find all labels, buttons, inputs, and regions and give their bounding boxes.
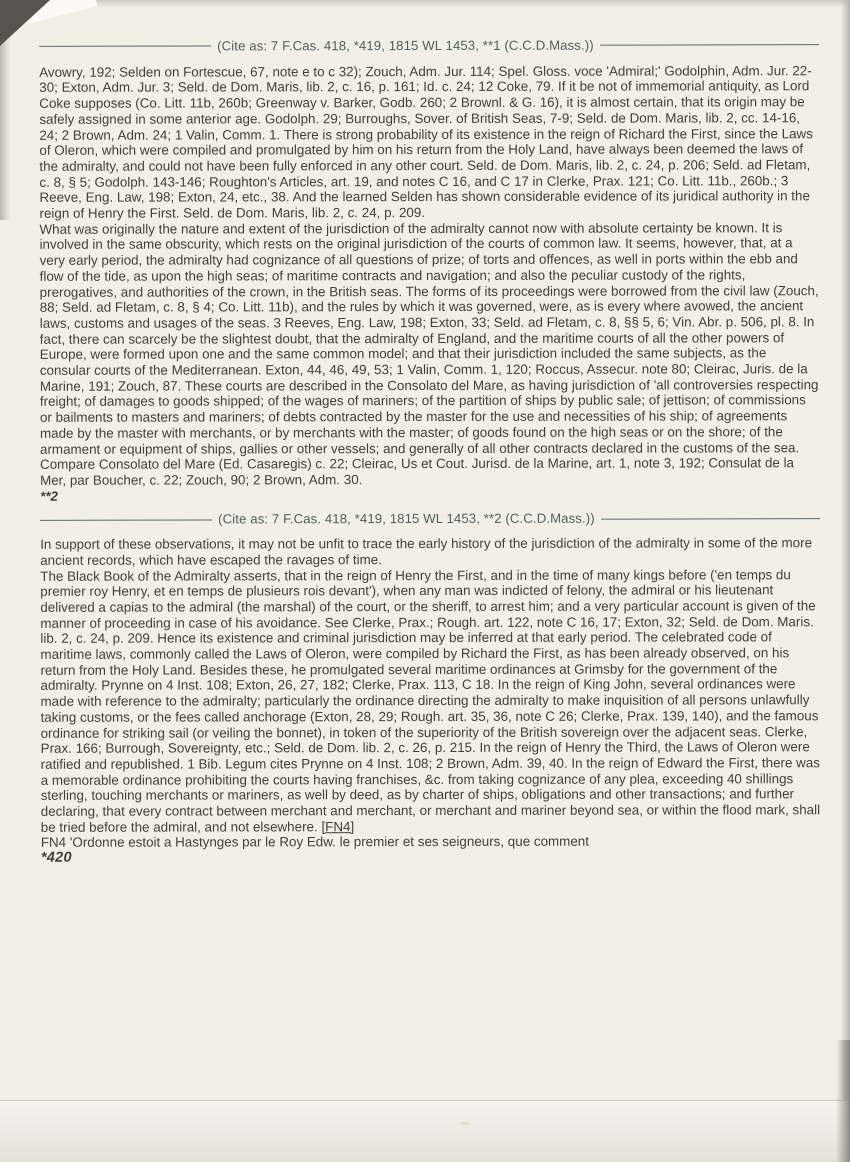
footnote-4-text: FN4 'Ordonne estoit a Hastynges par le Roy Edw. le premier et ses seigneurs, que comment <box>40 834 589 851</box>
star-page-marker: **2 <box>40 488 58 504</box>
citation-rule-right <box>600 45 819 46</box>
scanner-background-strip <box>0 1101 850 1162</box>
star-page-number-420: *420 <box>40 849 72 866</box>
document-content <box>39 35 821 866</box>
citation-header-1 <box>39 37 819 54</box>
paragraph-observations: In support of these observations, it may not be unfit to trace the early history of the jurisdiction of the admiralty in some of the more ancient records, which have escaped the ravages of time. <box>40 535 813 568</box>
citation-text-1: (Cite as: 7 F.Cas. 418, *419, 1815 WL 1453, **1 (C.C.D.Mass.)) <box>217 37 594 54</box>
paragraph-black-book <box>40 567 821 836</box>
scan-top-edge-shadow <box>0 0 850 8</box>
scan-bottom-right-shadow <box>836 1040 850 1162</box>
scan-right-edge-shadow <box>841 0 850 1162</box>
citation-text-2: (Cite as: 7 F.Cas. 418, *419, 1815 WL 1453, **2 (C.C.D.Mass.)) <box>218 511 595 527</box>
citation-header-2 <box>40 511 820 528</box>
paragraph-authorities: Avowry, 192; Selden on Fortescue, 67, note e to c 32); Zouch, Adm. Jur. 114; Spel. Gloss. voce 'Admiral;' Godolphin, Adm. Jur. 22-30; Exton, Adm. Jur. 3; Seld. de Dom. Maris, lib. 2, c. 16, p. 161; Id. c. 24; 12 Coke, 79. If it be not of immemorial antiquity, as Lord Coke supposes (Co. Litt. 11b, 260b; Greenway v. Barker, Godb. 260; 2 Brownl. & G. 16), it is almost certain, that its origin may be safely assigned in some anterior age. Godolph. 29; Burroughs, Sover. of British Seas, 7-9; Seld. de Dom. Maris, lib. 2, cc. 14-16, 24; 2 Brown, Adm. 24; 1 Valin, Comm. 1. There is strong probability of its existence in the reign of Richard the First, since the Laws of Oleron, which were compiled and promulgated by him on his return from the Holy Land, have always been deemed the laws of the admiralty, and could not have been fully enforced in any other court. Seld. de Dom. Maris, lib. 2, c. 24, p. 206; Seld. ad Fletam, c. 8, § 5; Godolph. 143-146; Roughton's Articles, art. 19, and notes C 16, and C 17 in Clerke, Prax. 121; Co. Litt. 11b., 260b.; 3 Reeve, Eng. Law, 198; Exton, 24, etc., 38. And the learned Selden has shown considerable evidence of its juridical authority in the reign of Henry the First. Seld. de Dom. Maris, lib. 2, c. 24, p. 209. <box>39 62 813 221</box>
paragraph-jurisdiction-nature: What was originally the nature and extent of the jurisdiction of the admiralty cannot now with absolute certainty be known. It is involved in the same obscurity, which rests on the original jurisdiction of the courts of common law. It seems, however, that, at a very early period, the admiralty had cognizance of all questions of prize; of torts and offences, as well in ports within the ebb and flow of the tide, as upon the high seas; of maritime contracts and navigation; and also the peculiar custody of the rights, prerogatives, and authorities of the crown, in the British seas. The forms of its proceedings were borrowed from the civil law (Zouch, 88; Seld. ad Fletam, c. 8, § 4; Co. Litt. 11b), and the rules by which it was governed, were, as is every where avowed, the ancient laws, customs and usages of the seas. 3 Reeves, Eng. Law, 198; Exton, 33; Seld. ad Fletam, c. 8, §§ 5, 6; Vin. Abr. p. 506, pl. 8. In fact, there can scarcely be the slightest doubt, that the admiralty of England, and the maritime courts of all the other powers of Europe, were formed upon one and the same common model; and that their jurisdiction included the same subjects, as the consular courts of the Mediterranean. Exton, 44, 46, 49, 53; 1 Valin, Comm. 1, 120; Roccus, Assecur. note 80; Cleirac, Juris. de la Marine, 191; Zouch, 87. These courts are described in the Consolato del Mare, as having jurisdiction of 'all controversies respecting freight; of damages to goods shipped; of the wages of mariners; of the partition of ships by public sale; of jettison; of commissions or bailments to masters and mariners; of debts contracted by the master for the use and necessities of his ship; of agreements made by the master with merchants, or by merchants with the master; of goods found on the high seas or on the shore; of the armament or equipment of ships, gallies or other vessels; and generally of all other contracts declared in the customs of the sea. Compare Consolato del Mare (Ed. Casaregis) c. 22; Cleirac, Us et Cout. Jurisd. de la Marine, art. 1, note 3, 192; Consulat de la Mer, par Boucher, c. 22; Zouch, 90; 2 Brown, Adm. 30. <box>39 219 819 488</box>
citation-rule-left <box>39 46 211 47</box>
citation-rule-left <box>40 519 212 520</box>
paragraph-black-book-text: The Black Book of the Admiralty asserts, that in the reign of Henry the First, and in the time of many kings before ('en temps du premier roy Henry, et en temps de plusieurs rois devant'), when any man was indicted of felony, the admiral or his lieutenant delivered a capias to the admiral (the marshal) of the court, or the sheriff, to arrest him; and a very particular account is given of the manner of proceeding in case of his avoidance. See Clerke, Prax.; Rough. art. 122, note C 16, 17; Exton, 32; Seld. de Dom. Maris. lib. 2, c. 24, p. 209. Hence its existence and criminal jurisdiction may be inferred at that early period. The celebrated code of maritime laws, commonly called the Laws of Oleron, were compiled by Richard the First, as has been already observed, on his return from the Holy Land. Besides these, he promulgated several maritime ordinances at Grimsby for the government of the admiralty. Prynne on 4 Inst. 108; Exton, 26, 27, 182; Clerke, Prax. 113, C 18. In the reign of King John, several ordinances were made with reference to the admiralty; particularly the ordinance directing the admiralty to make inquisition of all persons unlawfully taking customs, or the fees called anchorage (Exton, 28, 29; Rough. art. 35, 36, note C 26; Clerke, Prax. 139, 140), and the famous ordinance for striking sail (or veiling the bonnet), in token of the superiority of the British sovereign over the adjacent seas. Clerke, Prax. 166; Burrough, Sovereignty, etc.; Seld. de Dom. lib. 2, c. 26, p. 215. In the reign of Henry the Third, the Laws of Oleron were ratified and republished. 1 Bib. Legum cites Prynne on 4 Inst. 108; 2 Brown, Adm. 39, 40. In the reign of Edward the First, there was a memorable ordinance prohibiting the courts having franchises, &c. from taking cognizance of any plea, exceeding 40 shillings sterling, touching merchants or mariners, as well by deed, as by charter of ships, obligations and other transactions; and further declaring, that every contract between merchant and merchant, or merchant and mariner beyond sea, or within the flood mark, shall be tried before the admiral, and not elsewhere. <box>40 566 821 835</box>
footnote-4-link[interactable]: [FN4] <box>321 818 355 834</box>
scan-speck-artifact <box>460 1122 470 1125</box>
citation-rule-right <box>601 518 820 519</box>
